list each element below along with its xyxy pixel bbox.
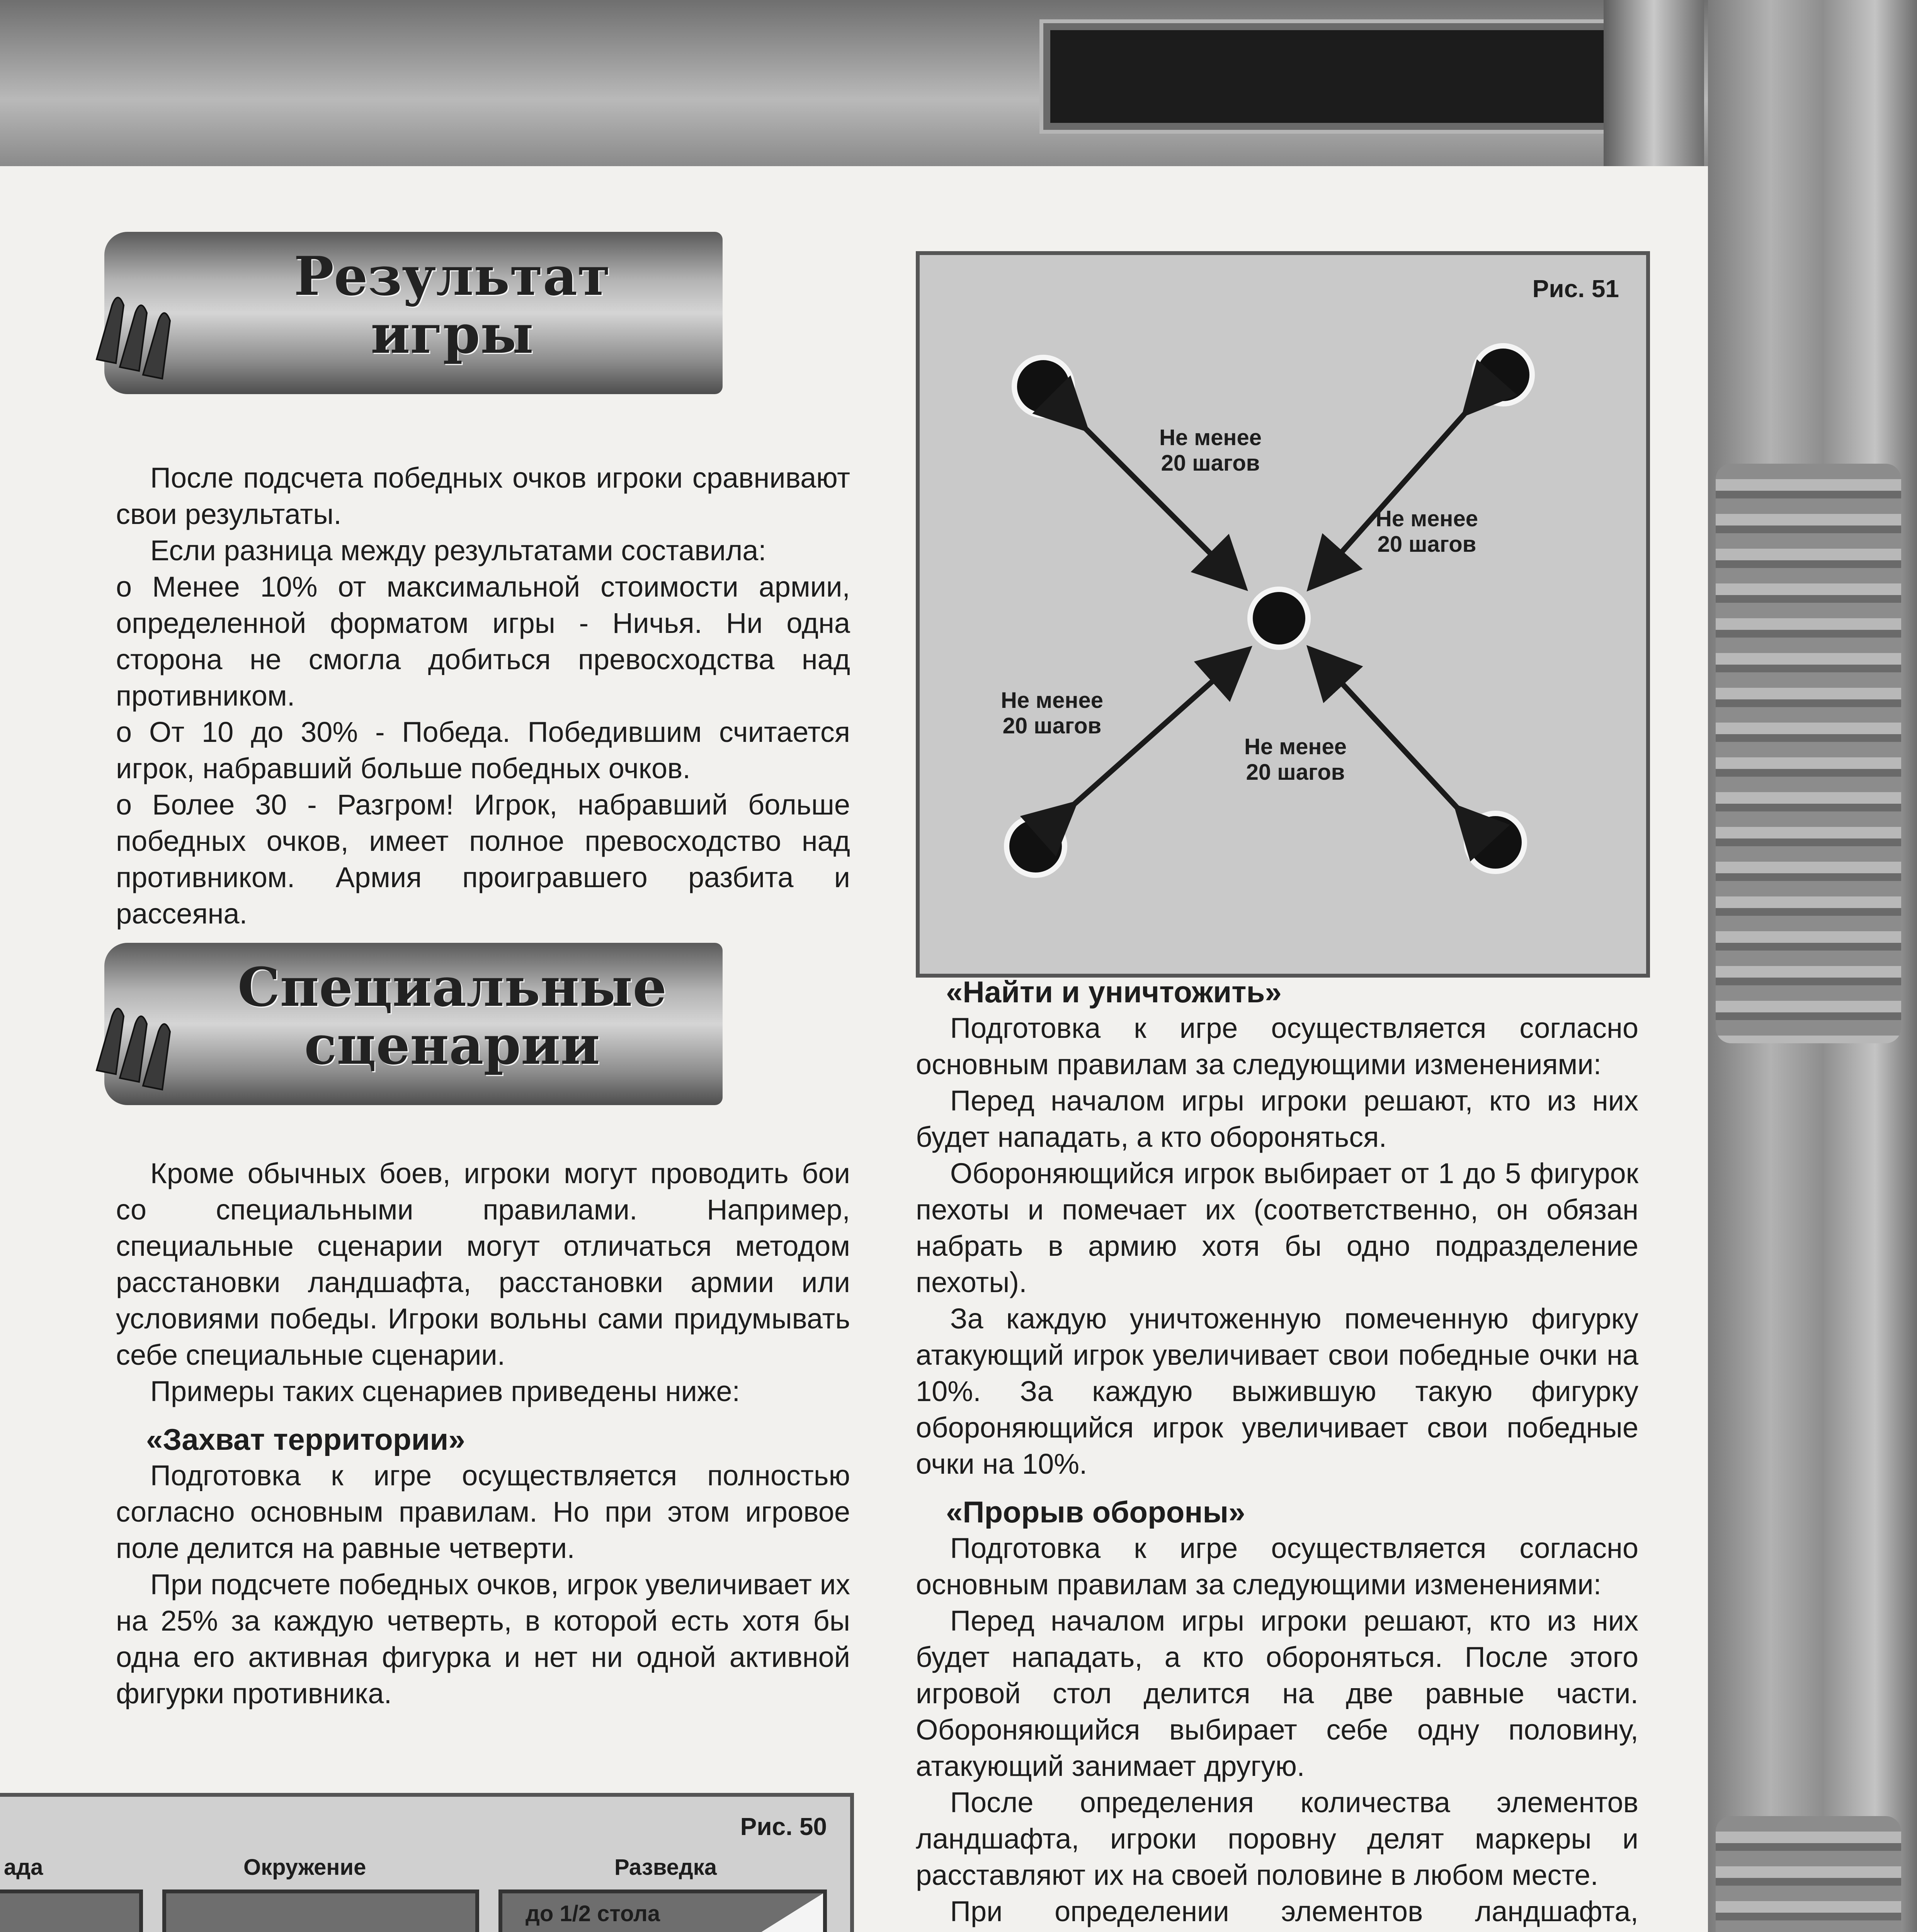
bullet-item: о Более 30 - Разгром! Игрок, набравший больше победных очков, имеет полное превосходство над противником. Армия проигравшего разбита и рассеяна. — [116, 789, 850, 930]
panel-title: Разведка — [614, 1855, 717, 1880]
frame-cylinder — [1716, 464, 1901, 1043]
zone-top — [0, 1893, 139, 1932]
paragraph: Примеры таких сценариев приведены ниже: — [150, 1375, 740, 1407]
paragraph: Подготовка к игре осуществляется полностью согласно основным правилам. Но при этом игровое поле делится на равные четверти. — [116, 1459, 850, 1564]
subheading: «Прорыв обороны» — [946, 1495, 1245, 1529]
figure-51 — [916, 251, 1650, 978]
figure-label: Рис. 51 — [1532, 275, 1619, 303]
panel-title: Окружение — [243, 1855, 366, 1880]
paragraph: При подсчете победных очков, игрок увеличивает их на 25% за каждую четверть, в которой есть хотя бы одна его активная фигурка и нет ни одной активной фигурки противника. — [116, 1568, 850, 1709]
section-header-result — [104, 232, 723, 394]
distance-label: Не менее 20 шагов — [1001, 688, 1103, 738]
paragraph: После определения количества элементов ландшафта, игроки поровну делят маркеры и расставляют их на своей половине в любом месте. — [916, 1786, 1638, 1891]
frame-pipe — [1604, 0, 1704, 166]
section-title: Результат игры — [294, 245, 611, 366]
paragraph: Перед началом игры игроки решают, кто из них будет нападать, а кто обороняться. — [916, 1085, 1638, 1153]
panel-encirclement — [162, 1889, 479, 1932]
paragraph: Обороняющийся игрок выбирает от 1 до 5 фигурок пехоты и помечает их (соответственно, он обязан набрать в армию хотя бы одно подразделение пехоты). — [916, 1157, 1638, 1298]
bullets-icon — [89, 993, 185, 1094]
frame-screen-slot — [1043, 23, 1614, 130]
figure-50 — [0, 1793, 854, 1932]
subheading: «Найти и уничтожить» — [946, 975, 1282, 1009]
bullets-icon — [89, 282, 185, 383]
left-column-special — [116, 1155, 850, 1712]
paragraph: Кроме обычных боев, игроки могут проводить бои со специальными правилами. Например, специальные сценарии могут отличаться методом расстановки ландшафта, расстановки армии или условиями победы. Игроки вольны сами придумывать себе специальные сценарии. — [116, 1157, 850, 1371]
paragraph: При определении элементов ландшафта, — [950, 1895, 1638, 1927]
zone-label: до 1/2 стола — [526, 1901, 660, 1926]
panel-0 — [0, 1889, 143, 1932]
paragraph: После подсчета победных очков игроки сравнивают свои результаты. — [116, 462, 850, 530]
right-frame-decoration — [1708, 0, 1917, 1932]
bullet-item: о Менее 10% от максимальной стоимости армии, определенной форматом игры - Ничья. Ни одна сторона не смогла добиться превосходства над противником. — [116, 571, 850, 712]
distance-label: Не менее 20 шагов — [1376, 506, 1478, 557]
paragraph: Если разница между результатами составила: — [150, 534, 766, 566]
subheading: «Захват территории» — [146, 1422, 465, 1456]
paragraph: Подготовка к игре осуществляется согласно основным правилам за следующими изменениями: — [916, 1012, 1638, 1080]
top-frame-decoration — [0, 0, 1917, 166]
distance-label: Не менее 20 шагов — [1159, 425, 1262, 476]
figure-51-diagram — [920, 255, 1646, 974]
distance-label: Не менее 20 шагов — [1244, 734, 1347, 785]
figure-label: Рис. 50 — [740, 1813, 827, 1840]
section-title: Специальные сценарии — [237, 956, 667, 1077]
paragraph: За каждую уничтоженную помеченную фигурку атакующий игрок увеличивает свои победные очки на 10%. За каждую выжившую такую фигурку обороняющийся игрок увеличивает свои победные очки на 10%. — [916, 1303, 1638, 1480]
right-column — [916, 974, 1638, 1932]
paragraph: Подготовка к игре осуществляется согласно основным правилам за следующими изменениями: — [916, 1532, 1638, 1600]
section-header-special — [104, 943, 723, 1105]
frame-cylinder — [1716, 1816, 1901, 1932]
left-column-result — [116, 460, 850, 932]
panel-title: ада — [4, 1855, 43, 1880]
paragraph: Перед началом игры игроки решают, кто из них будет нападать, а кто обороняться. После этого игровой стол делится на две равные части. Обороняющийся выбирает себе одну половину, атакующий занимает другую. — [916, 1605, 1638, 1782]
bullet-item: о От 10 до 30% - Победа. Победившим считается игрок, набравший больше победных очков. — [116, 716, 850, 784]
